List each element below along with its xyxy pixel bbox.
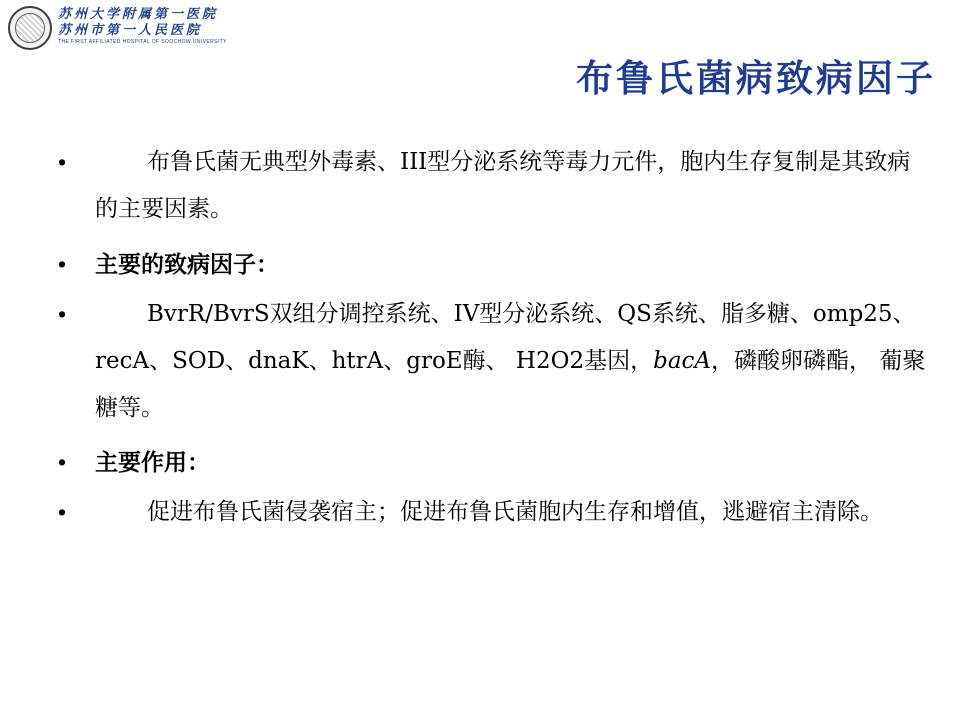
- bullet-marker: •: [58, 149, 67, 175]
- hospital-seal-icon: [8, 6, 52, 50]
- bullet-heading: 主要的致病因子：: [95, 251, 279, 278]
- logo-text: [58, 7, 227, 46]
- seal-emblem: [15, 13, 45, 43]
- logo-name-line2: 苏州市第一人民医院: [58, 23, 203, 38]
- bullet-item: [0, 139, 960, 233]
- bullet-text: [95, 291, 930, 432]
- factor-list-text: BvrR/BvrS双组分调控系统、IV型分泌系统、QS系统、脂多糖、omp25、recA、SOD、dnaK、htrA、groE酶、 H2O2基因，: [95, 301, 916, 374]
- bullet-marker: •: [58, 251, 67, 277]
- bullet-item: [0, 489, 960, 536]
- bullet-item: [0, 241, 960, 288]
- factor-list-tail: ，磷酸卵磷酯， 葡聚糖等。: [95, 348, 926, 421]
- logo-english-name: THE FIRST AFFILIATED HOSPITAL OF SOOCHOW UNIVERSITY: [58, 39, 227, 45]
- bullet-marker: •: [58, 449, 67, 475]
- slide-title: 布鲁氏菌病致病因子: [576, 56, 936, 100]
- bullet-heading: 主要作用：: [95, 449, 210, 476]
- bullet-item: [0, 291, 960, 432]
- gene-name-italic: bacA: [653, 348, 712, 374]
- bullet-item: [0, 439, 960, 486]
- bullet-text: 布鲁氏菌无典型外毒素、III型分泌系统等毒力元件，胞内生存复制是其致病的主要因素。: [95, 149, 911, 222]
- bullet-text: 促进布鲁氏菌侵袭宿主；促进布鲁氏菌胞内生存和增值，逃避宿主清除。: [147, 499, 883, 525]
- hospital-logo: [8, 6, 227, 52]
- bullet-marker: •: [58, 499, 67, 525]
- bullet-marker: •: [58, 301, 67, 327]
- logo-name-line1: 苏州大学附属第一医院: [58, 7, 219, 22]
